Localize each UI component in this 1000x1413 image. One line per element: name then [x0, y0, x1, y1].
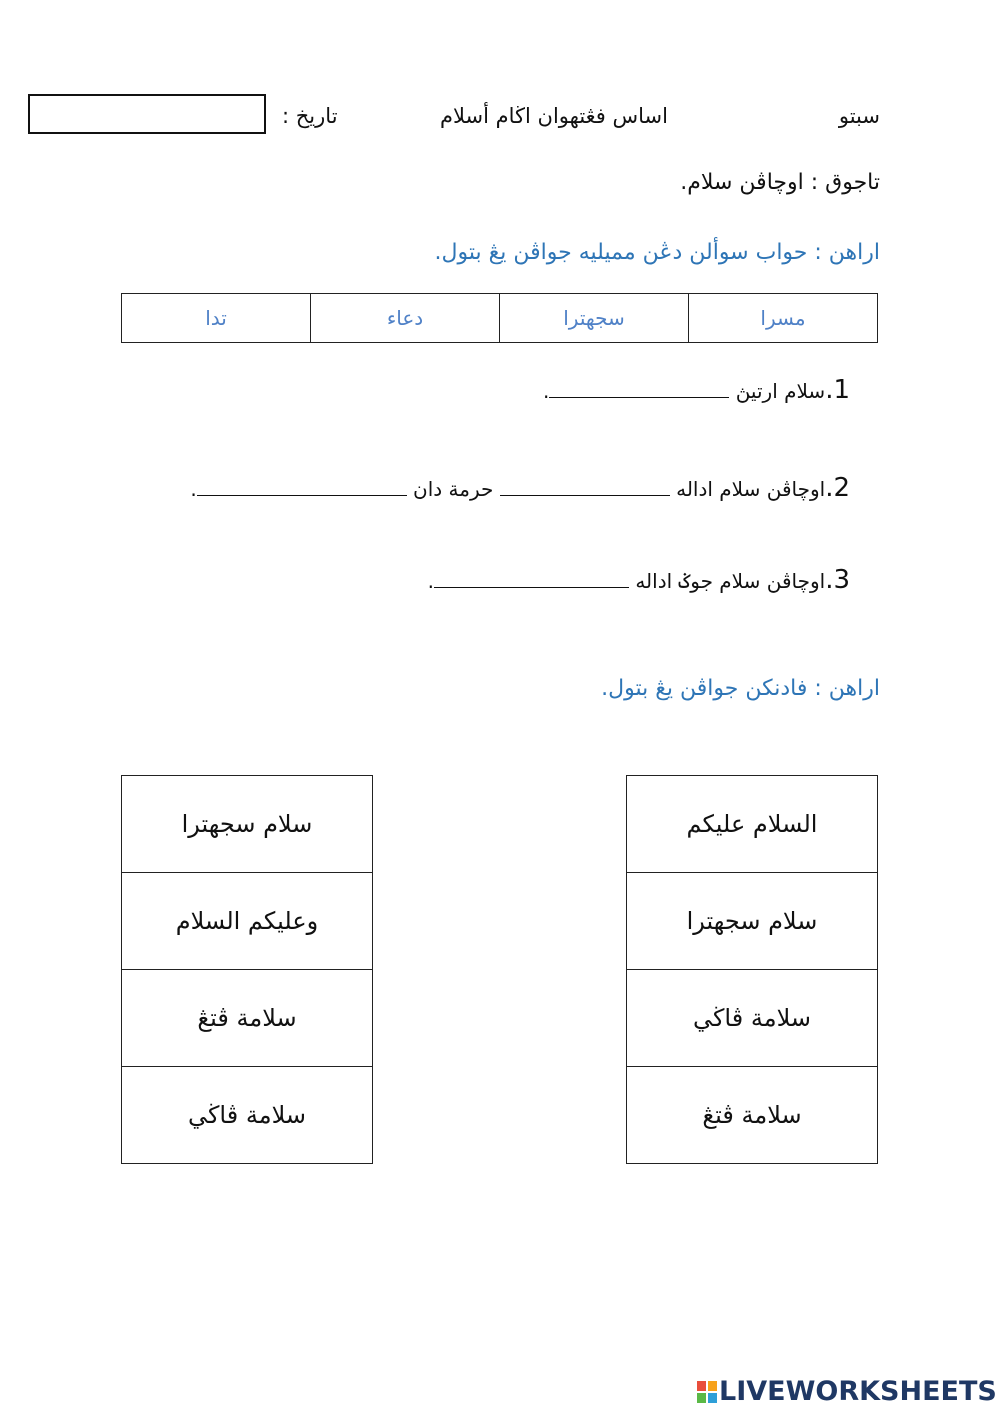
logo-square-red: [697, 1381, 706, 1391]
liveworksheets-logo-icon: [697, 1381, 717, 1403]
match-left-item[interactable]: سلامة ڤتڠ: [122, 970, 373, 1067]
word-bank-item[interactable]: سجهترا: [500, 294, 689, 343]
date-input-box[interactable]: [28, 94, 266, 134]
answer-blank[interactable]: [500, 481, 670, 496]
topic-label: اساس فڠتهوان اڬام أسلام: [440, 104, 668, 128]
question-3: [428, 565, 850, 595]
word-bank-item[interactable]: تدا: [122, 294, 311, 343]
answer-blank[interactable]: [197, 481, 407, 496]
question-end: .: [542, 379, 550, 403]
match-left-item[interactable]: وعليكم السلام: [122, 873, 373, 970]
question-number: 1.: [825, 375, 850, 405]
logo-square-blue: [708, 1393, 717, 1403]
match-left-item[interactable]: سلام سجهترا: [122, 776, 373, 873]
match-right-item[interactable]: السلام عليكم: [627, 776, 878, 873]
page-title: تاجوق : اوچاڤن سلام.: [680, 170, 880, 195]
question-number: 3.: [825, 565, 850, 595]
match-left-item[interactable]: سلامة ڤاڬي: [122, 1067, 373, 1164]
question-text: اوچاڤن سلام اداله: [676, 477, 826, 501]
match-right-column: [626, 775, 878, 1164]
subject-label: سبتو: [838, 104, 880, 128]
match-right-item[interactable]: سلامة ڤاڬي: [627, 970, 878, 1067]
word-bank-table: [121, 293, 878, 343]
question-text: اوچاڤن سلام جوݢ اداله: [635, 569, 826, 593]
question-end: .: [190, 477, 197, 501]
match-left-column: [121, 775, 373, 1164]
word-bank-item[interactable]: مسرا: [689, 294, 878, 343]
question-end: .: [427, 569, 434, 593]
section2-instruction: اراهن : فادنكن جواڤن يڠ بتول.: [601, 676, 880, 701]
answer-blank[interactable]: [549, 383, 729, 398]
logo-square-green: [697, 1393, 706, 1403]
question-text: سلام ارتيڽ: [735, 379, 826, 403]
answer-blank[interactable]: [434, 573, 629, 588]
question-1: [543, 375, 850, 405]
match-right-item[interactable]: سلام سجهترا: [627, 873, 878, 970]
liveworksheets-logo: [697, 1376, 997, 1407]
logo-square-orange: [708, 1381, 717, 1391]
logo-text: LIVEWORKSHEETS: [719, 1376, 997, 1407]
word-bank-item[interactable]: دعاء: [311, 294, 500, 343]
question-number: 2.: [825, 473, 850, 503]
date-label: تاريخ :: [282, 104, 338, 128]
match-right-item[interactable]: سلامة ڤتڠ: [627, 1067, 878, 1164]
question-middle: حرمة دان: [413, 477, 494, 501]
section1-instruction: اراهن : حواب سوألن دڠن مميليه جواڤن يڠ بتول.: [434, 240, 880, 265]
question-2: [190, 473, 850, 503]
